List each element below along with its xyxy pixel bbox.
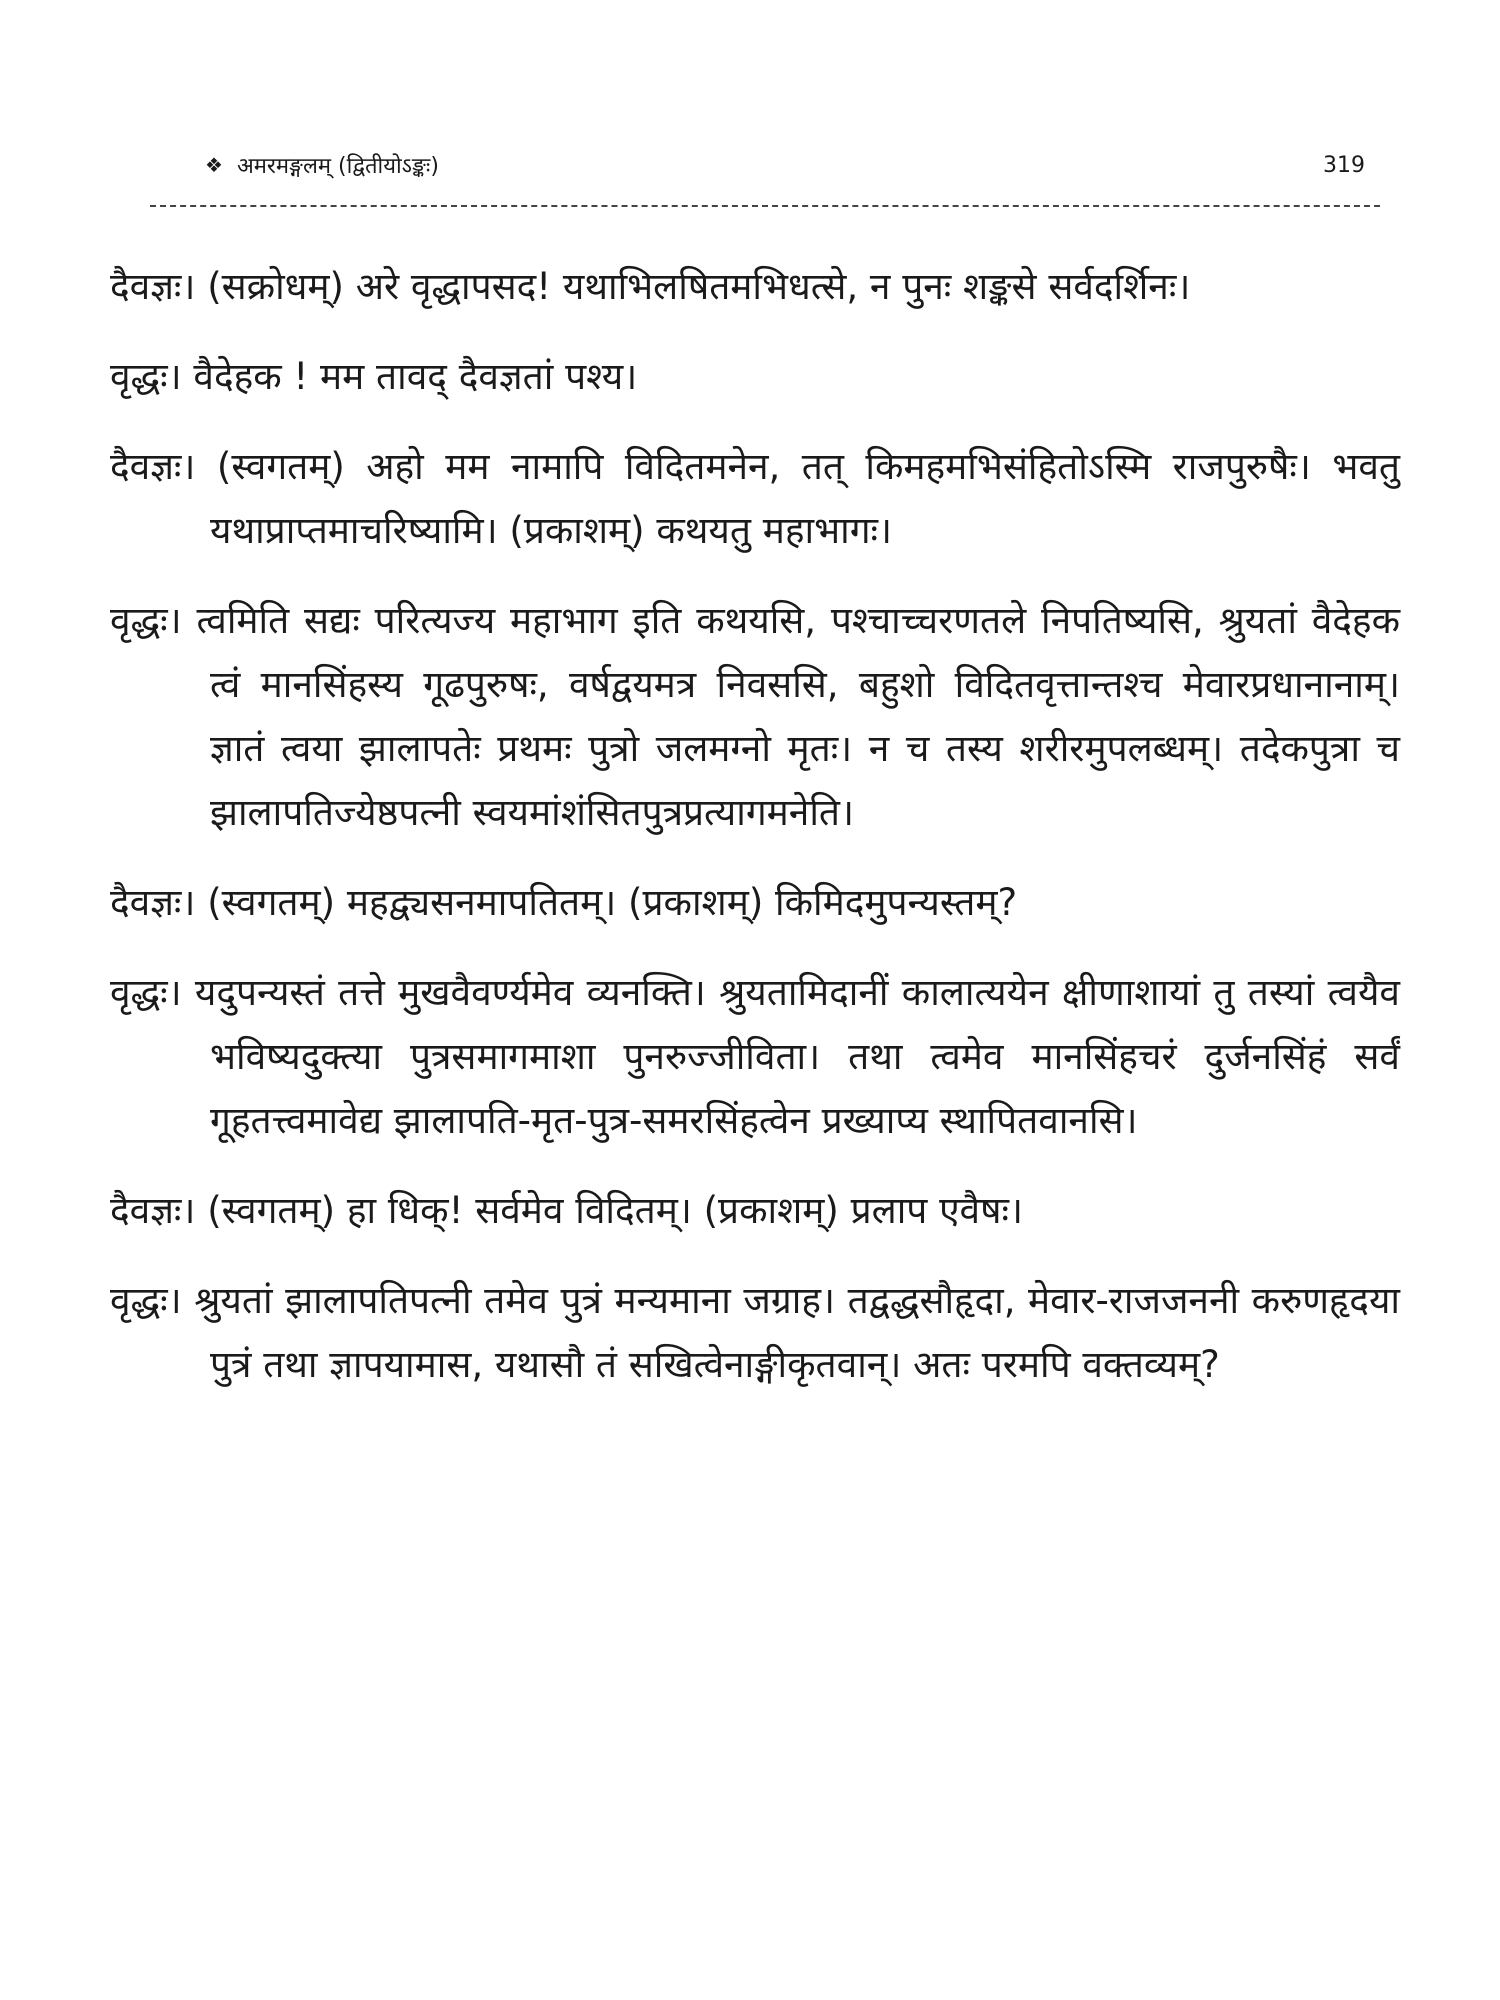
speech-text: । त्वमिति सद्यः परित्यज्य महाभाग इति कथयसि, पश्चाच्चरणतले निपतिष्यसि, श्रुयतां वैदेहक त्वं मानसिंहस्य गूढपुरुषः, वर्षद्वयमत्र निवससि, बहुशो विदितवृत्तान्तश्च मेवारप्रधानानाम्। ज्ञातं त्वया झालापतेः प्रथमः पुत्रो जलमग्नो मृतः। न च तस्य शरीरमुपलब्धम्। तदेकपुत्रा च झालापतिज्येष्ठपत्नी स्वयमांशंसितपुत्रप्रत्यागमनेति। — [167, 599, 1400, 834]
speech-6 — [110, 961, 1400, 1153]
speaker-label: वृद्धः — [110, 355, 168, 398]
speech-text: । (स्वगतम्) अहो मम नामापि विदितमनेन, तत् किमहमभिसंहितोऽस्मि राजपुरुषैः। भवतु यथाप्राप्तमाचरिष्यामि। (प्रकाशम्) कथयतु महाभागः। — [181, 445, 1400, 552]
header-divider — [150, 205, 1380, 207]
speech-text: । श्रुयतां झालापतिपत्नी तमेव पुत्रं मन्यमाना जग्राह। तद्वद्धसौहृदा, मेवार-राजजननी करुणहृदया पुत्रं तथा ज्ञापयामास, यथासौ तं सखित्वेनाङ्गीकृतवान्। अतः परमपि वक्तव्यम्? — [167, 1279, 1400, 1386]
speech-text: । यदुपन्यस्तं तत्ते मुखवैवर्ण्यमेव व्यनक्ति। श्रुयतामिदानीं कालात्ययेन क्षीणाशायां तु तस्यां त्वयैव भविष्यदुक्त्या पुत्रसमागमाशा पुनरुज्जीविता। तथा त्वमेव मानसिंहचरं दुर्जनसिंहं सर्वं गूहतत्त्वमावेद्य झालापति-मृत-पुत्र-समरसिंहत्वेन प्रख्याप्य स्थापितवानसि। — [167, 971, 1400, 1142]
speech-text: । (सक्रोधम्) अरे वृद्धापसद! यथाभिलषितमभिधत्से, न पुनः शङ्कसे सर्वदर्शिनः। — [181, 265, 1191, 308]
running-header — [205, 150, 1365, 180]
ornament-icon: ❖ — [205, 153, 223, 177]
speech-text: । (स्वगतम्) हा धिक्! सर्वमेव विदितम्। (प्रकाशम्) प्रलाप एवैषः। — [181, 1189, 1024, 1232]
speaker-label: वृद्धः — [110, 971, 168, 1014]
speaker-label: दैवज्ञः — [110, 881, 182, 924]
speech-2 — [110, 345, 1400, 409]
speech-1 — [110, 255, 1400, 319]
speaker-label: वृद्धः — [110, 1279, 168, 1322]
speaker-label: दैवज्ञः — [110, 1189, 182, 1232]
speaker-label: वृद्धः — [110, 599, 168, 642]
dialogue-body — [110, 255, 1400, 1423]
speech-4 — [110, 589, 1400, 845]
speech-text: । वैदेहक ! मम तावद् दैवज्ञतां पश्य। — [167, 355, 638, 398]
speaker-label: दैवज्ञः — [110, 445, 182, 488]
page-number: 319 — [1323, 152, 1365, 178]
book-title: अमरमङ्गलम् (द्वितीयोऽङ्कः) — [236, 154, 439, 179]
speech-3 — [110, 435, 1400, 563]
speech-text: । (स्वगतम्) महद्व्यसनमापतितम्। (प्रकाशम्) किमिदमुपन्यस्तम्? — [181, 881, 1018, 924]
header-left — [205, 150, 439, 180]
speaker-label: दैवज्ञः — [110, 265, 182, 308]
speech-5 — [110, 871, 1400, 935]
speech-8 — [110, 1269, 1400, 1397]
speech-7 — [110, 1179, 1400, 1243]
